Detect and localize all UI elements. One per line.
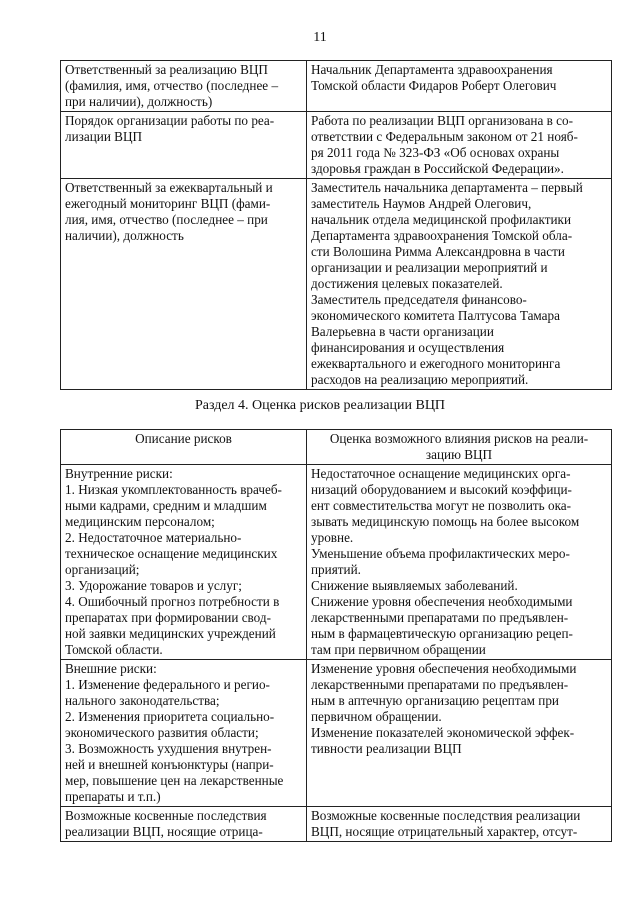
text-line: Внутренние риски:	[65, 466, 173, 481]
program-info-row	[61, 61, 612, 112]
program-info-cell-right	[307, 61, 612, 112]
text-line: достижения целевых показателей.	[311, 276, 503, 291]
text-line: финансирования и осуществления	[311, 340, 505, 355]
risk-cell-left	[61, 465, 307, 660]
text-line: зацию ВЦП	[425, 447, 493, 462]
text-line: ней и внешней конъюнктуры (напри-	[65, 757, 274, 772]
risk-cell-right	[307, 465, 612, 660]
text-line: Валерьевна в части организации	[311, 324, 494, 339]
program-info-row	[61, 112, 612, 179]
risk-table-header-row	[61, 430, 612, 465]
text-line: ответствии с Федеральным законом от 21 нояб-	[311, 129, 578, 144]
text-line: при наличии), должность)	[65, 94, 213, 109]
text-line: Возможные косвенные последствия реализации	[311, 808, 581, 823]
text-line: зывать медицинскую помощь на более высоком	[311, 514, 580, 529]
text-line: Изменение показателей экономической эффек-	[311, 725, 575, 740]
text-line: ной заявки медицинских учреждений	[65, 626, 276, 641]
text-line: Недостаточное оснащение медицинских орга-	[311, 466, 571, 481]
text-line: Ответственный за ежеквартальный и	[65, 180, 273, 195]
risk-row	[61, 660, 612, 807]
program-info-cell-right	[307, 112, 612, 179]
text-line: Уменьшение объема профилактических меро-	[311, 546, 570, 561]
text-line: Работа по реализации ВЦП организована в со-	[311, 113, 573, 128]
text-line: мер, повышение цен на лекарственные	[65, 773, 284, 788]
text-line: 2. Изменения приоритета социально-	[65, 709, 275, 724]
text-line: Томской области.	[65, 642, 163, 657]
text-line: лия, имя, отчество (последнее – при	[65, 212, 268, 227]
page-number: 11	[313, 30, 327, 45]
text-line: лизации ВЦП	[65, 129, 143, 144]
risk-row	[61, 465, 612, 660]
text-line: организации и реализации мероприятий и	[311, 260, 548, 275]
text-line: здоровья граждан в Российской Федерации».	[311, 161, 564, 176]
text-line: Оценка возможного влияния рисков на реали-	[329, 431, 589, 446]
program-info-table-body	[61, 61, 612, 390]
text-line: ным в аптечную организацию рецептам при	[311, 693, 559, 708]
text-line: экономического комитета Палтусова Тамара	[311, 308, 560, 323]
program-info-cell-left	[61, 61, 307, 112]
text-line: Томской области Фидаров Роберт Олегович	[311, 78, 557, 93]
text-line: препаратах при формировании свод-	[65, 610, 271, 625]
text-line: Возможные косвенные последствия	[65, 808, 267, 823]
text-line: 3. Удорожание товаров и услуг;	[65, 578, 242, 593]
text-line: ВЦП, носящие отрицательный характер, отсут-	[311, 824, 578, 839]
text-line: 1. Низкая укомплектованность врачеб-	[65, 482, 282, 497]
text-line: низаций оборудованием и высокий коэффици-	[311, 482, 572, 497]
text-line: Начальник Департамента здравоохранения	[311, 62, 553, 77]
text-line: там при первичном обращении	[311, 642, 486, 657]
program-info-cell-right	[307, 179, 612, 390]
text-line: Департамента здравоохранения Томской обла-	[311, 228, 573, 243]
text-line: ент совместительства могут не позволить ока-	[311, 498, 572, 513]
text-line: ными кадрами, средним и младшим	[65, 498, 267, 513]
text-line: Описание рисков	[135, 431, 232, 446]
text-line: ежегодный мониторинг ВЦП (фами-	[65, 196, 271, 211]
section-title: Раздел 4. Оценка рисков реализации ВЦП	[194, 398, 446, 413]
risk-cell-left	[61, 807, 307, 842]
text-line: Изменение уровня обеспечения необходимыми	[311, 661, 577, 676]
text-line: Заместитель председателя финансово-	[311, 292, 527, 307]
program-info-cell-left	[61, 112, 307, 179]
program-info-table	[60, 60, 612, 390]
text-line: экономического развития области;	[65, 725, 259, 740]
program-info-row	[61, 179, 612, 390]
text-line: Ответственный за реализацию ВЦП	[65, 62, 268, 77]
text-line: сти Волошина Римма Александровна в части	[311, 244, 565, 259]
text-line: организаций;	[65, 562, 140, 577]
text-line: первичном обращении.	[311, 709, 442, 724]
risk-row	[61, 807, 612, 842]
text-line: Внешние риски:	[65, 661, 157, 676]
text-line: реализации ВЦП, носящие отрица-	[65, 824, 263, 839]
text-line: ным в фармацевтическую организацию рецеп-	[311, 626, 573, 641]
text-line: Снижение уровня обеспечения необходимыми	[311, 594, 573, 609]
text-line: (фамилия, имя, отчество (последнее –	[65, 78, 279, 93]
risk-table-body	[61, 465, 612, 842]
text-line: ежеквартального и ежегодного мониторинга	[311, 356, 561, 371]
text-line: тивности реализации ВЦП	[311, 741, 462, 756]
text-line: медицинским персоналом;	[65, 514, 215, 529]
text-line: начальник отдела медицинской профилактики	[311, 212, 572, 227]
text-line: Снижение выявляемых заболеваний.	[311, 578, 518, 593]
text-line: 1. Изменение федерального и регио-	[65, 677, 270, 692]
text-line: расходов на реализацию мероприятий.	[311, 372, 529, 387]
text-line: лекарственными препаратами по предъявлен-	[311, 610, 569, 625]
text-line: 3. Возможность ухудшения внутрен-	[65, 741, 272, 756]
text-line: заместитель Наумов Андрей Олегович,	[311, 196, 532, 211]
risk-cell-right	[307, 660, 612, 807]
risk-table	[60, 429, 612, 842]
text-line: ря 2011 года № 323-ФЗ «Об основах охраны	[311, 145, 560, 160]
text-line: уровне.	[311, 530, 354, 545]
text-line: Порядок организации работы по реа-	[65, 113, 275, 128]
program-info-cell-left	[61, 179, 307, 390]
text-line: 4. Ошибочный прогноз потребности в	[65, 594, 280, 609]
risk-table-header-left	[61, 430, 307, 465]
text-line: 2. Недостаточное материально-	[65, 530, 242, 545]
text-line: нального законодательства;	[65, 693, 220, 708]
text-line: лекарственными препаратами по предъявлен-	[311, 677, 569, 692]
text-line: техническое оснащение медицинских	[65, 546, 278, 561]
risk-cell-left	[61, 660, 307, 807]
text-line: приятий.	[311, 562, 361, 577]
risk-cell-right	[307, 807, 612, 842]
text-line: препараты и т.п.)	[65, 789, 161, 804]
text-line: Заместитель начальника департамента – первый	[311, 180, 583, 195]
text-line: наличии), должность	[65, 228, 184, 243]
risk-table-header-right	[307, 430, 612, 465]
